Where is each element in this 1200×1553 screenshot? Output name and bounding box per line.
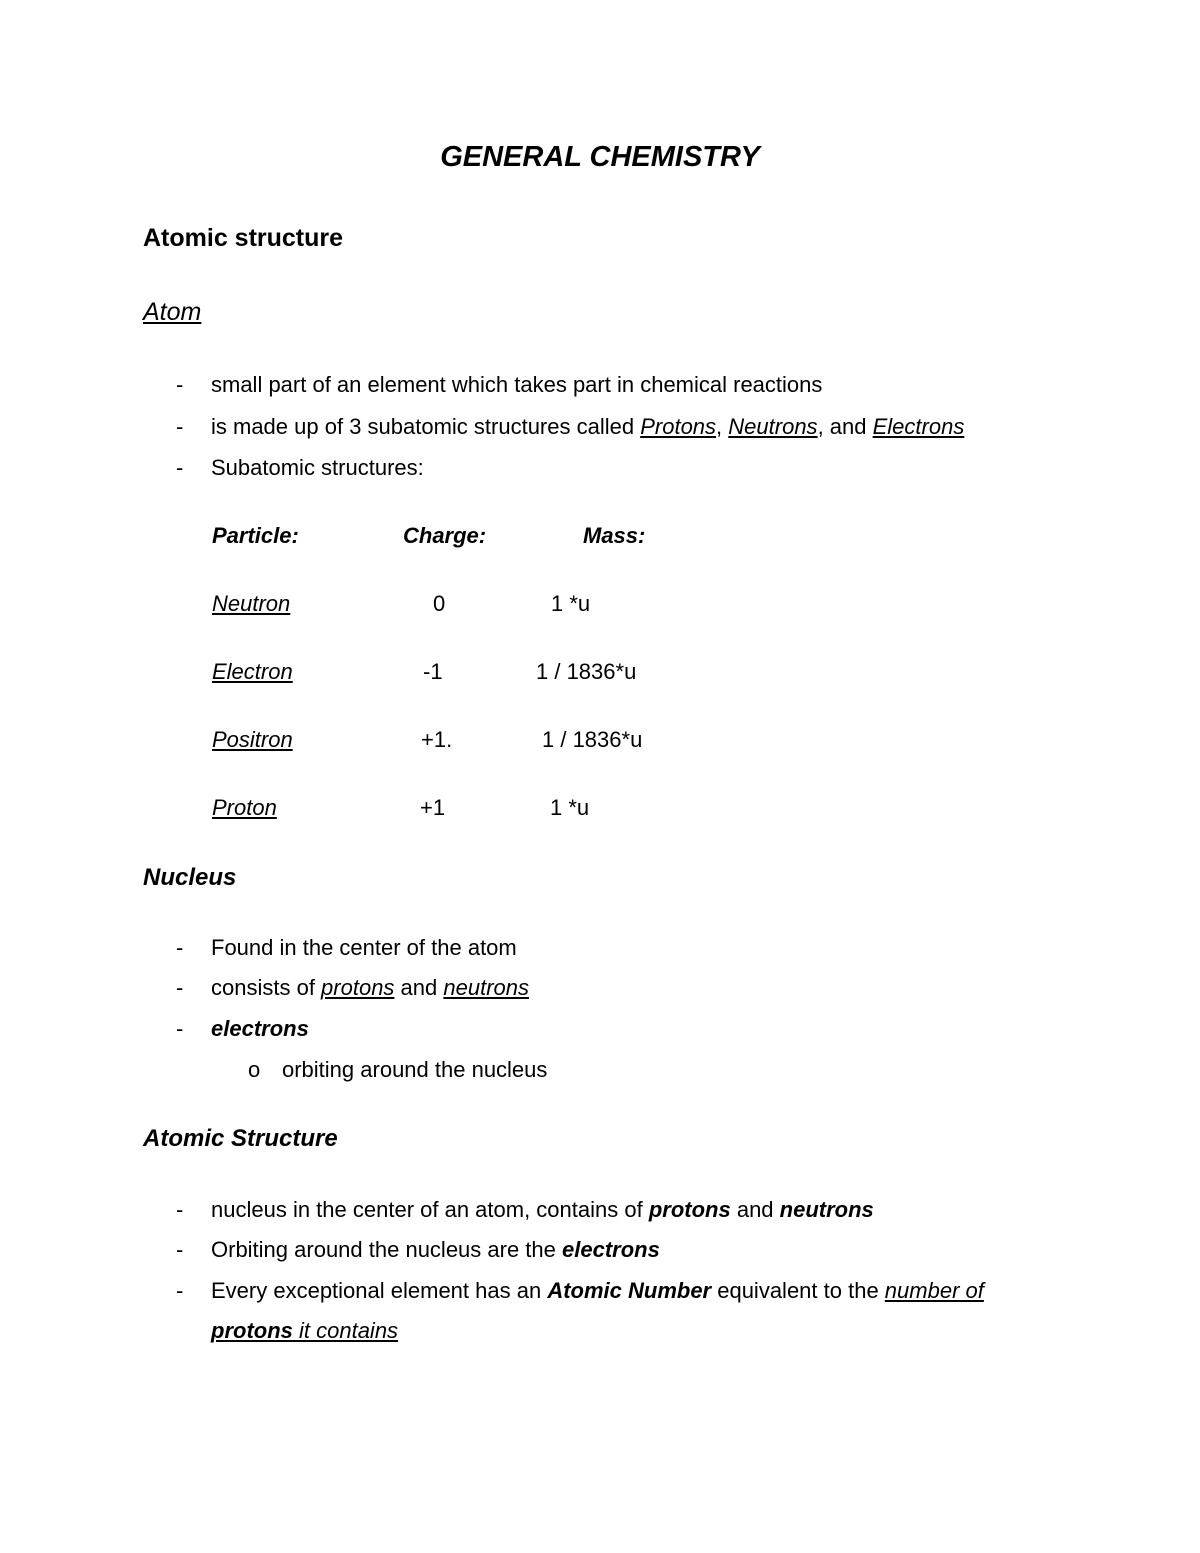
atom-item-3: Subatomic structures: (211, 455, 424, 480)
bullet-dash: - (176, 455, 184, 480)
subheading-nucleus: Nucleus (143, 864, 237, 891)
table-cell-mass: 1 / 1836*u (536, 659, 637, 684)
table-cell-particle: Proton (212, 795, 277, 820)
subheading-atomic-structure: Atomic Structure (143, 1125, 338, 1152)
bullet-dash: - (176, 1197, 184, 1222)
atomic-structure-item-1 (211, 1197, 874, 1223)
sub-bullet: o (248, 1057, 261, 1082)
atomic-structure-item-3-continued (211, 1318, 398, 1344)
atom-item-2 (211, 414, 964, 440)
and-text: and (394, 975, 444, 1000)
atomic-structure-item-3 (211, 1278, 984, 1304)
bullet-dash: - (176, 414, 184, 439)
table-cell-particle: Neutron (212, 591, 291, 616)
item-text: Every exceptional element has an (211, 1278, 548, 1303)
table-cell-charge: +1 (420, 795, 446, 820)
section-heading-atomic-structure: Atomic structure (143, 224, 344, 252)
item-text: equivalent to the (711, 1278, 885, 1303)
term-neutrons: neutrons (443, 975, 529, 1000)
and-text: and (730, 1197, 780, 1222)
atom-item-2-text: is made up of 3 subatomic structures called (211, 414, 641, 439)
term-protons: protons (321, 975, 395, 1000)
nucleus-item-2 (211, 975, 529, 1001)
comma: , (716, 414, 729, 439)
nucleus-item-3: electrons (211, 1016, 309, 1041)
bullet-dash: - (176, 1237, 184, 1262)
table-header-mass: Mass: (583, 523, 646, 548)
table-cell-charge: -1 (423, 659, 443, 684)
table-cell-particle: Electron (212, 659, 293, 684)
bullet-dash: - (176, 975, 184, 1000)
nucleus-item-2-text: consists of (211, 975, 322, 1000)
page-title: GENERAL CHEMISTRY (440, 141, 760, 173)
term-electrons: Electrons (872, 414, 965, 439)
item-text: it contains (292, 1318, 399, 1343)
table-cell-particle: Positron (212, 727, 293, 752)
term-protons: protons (211, 1318, 293, 1343)
item-text: nucleus in the center of an atom, contains of (211, 1197, 649, 1222)
term-neutrons: Neutrons (728, 414, 818, 439)
table-header-charge: Charge: (403, 523, 487, 548)
bullet-dash: - (176, 1016, 184, 1041)
item-text: Orbiting around the nucleus are the (211, 1237, 563, 1262)
table-cell-mass: 1 / 1836*u (542, 727, 643, 752)
and-text: , and (817, 414, 873, 439)
atom-item-1: small part of an element which takes part in chemical reactions (211, 372, 823, 397)
term-protons: Protons (640, 414, 717, 439)
table-cell-charge: 0 (433, 591, 446, 616)
bullet-dash: - (176, 372, 184, 397)
subheading-atom: Atom (143, 298, 202, 326)
term-number-of: number of (884, 1278, 984, 1303)
table-cell-mass: 1 *u (551, 591, 591, 616)
table-cell-mass: 1 *u (550, 795, 590, 820)
table-header-particle: Particle: (212, 523, 299, 548)
bullet-dash: - (176, 935, 184, 960)
term-electrons: electrons (562, 1237, 660, 1262)
term-atomic-number: Atomic Number (547, 1278, 712, 1303)
table-cell-charge: +1. (421, 727, 453, 752)
term-protons: protons (648, 1197, 731, 1222)
term-neutrons: neutrons (779, 1197, 874, 1222)
bullet-dash: - (176, 1278, 184, 1303)
atomic-structure-item-2 (211, 1237, 660, 1263)
nucleus-sub-item: orbiting around the nucleus (282, 1057, 548, 1082)
nucleus-item-1: Found in the center of the atom (211, 935, 517, 960)
